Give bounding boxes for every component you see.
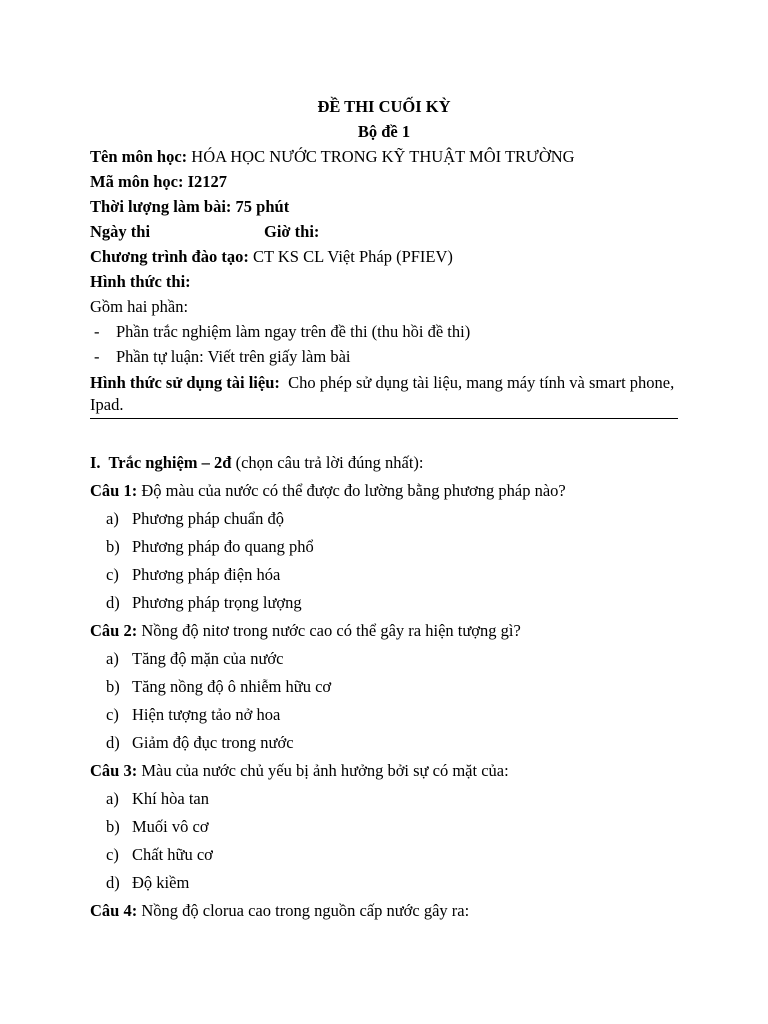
option-text: Khí hòa tan — [132, 789, 209, 808]
code-value: I2127 — [187, 172, 228, 191]
section-heading — [90, 449, 678, 477]
option-text: Độ kiềm — [132, 873, 190, 892]
format-intro: Gồm hai phần: — [90, 297, 189, 316]
program-value: CT KS CL Việt Pháp (PFIEV) — [252, 247, 453, 266]
option-letter: b) — [106, 817, 120, 836]
code-row — [90, 169, 678, 194]
question-4 — [90, 897, 678, 925]
option-text: Tăng nồng độ ô nhiễm hữu cơ — [132, 677, 332, 696]
exam-title: ĐỀ THI CUỐI KỲ — [317, 97, 451, 116]
answer-option — [90, 701, 678, 729]
code-label: Mã môn học: — [90, 172, 184, 191]
question-text: Độ màu của nước có thể được đo lường bằng phương pháp nào? — [137, 481, 566, 500]
exam-set: Bộ đề 1 — [357, 122, 411, 141]
answer-option — [90, 505, 678, 533]
time-label: Giờ thi: — [264, 222, 320, 241]
option-letter: b) — [106, 677, 120, 696]
question-text: Nồng độ nitơ trong nước cao có thể gây ra hiện tượng gì? — [137, 621, 521, 640]
date-label: Ngày thi — [90, 222, 151, 241]
answer-option — [90, 673, 678, 701]
program-label: Chương trình đào tạo: — [90, 247, 249, 266]
answer-option — [90, 785, 678, 813]
format-part-item — [90, 319, 678, 344]
subject-label: Tên môn học: — [90, 147, 188, 166]
option-letter: a) — [106, 649, 119, 668]
answer-option — [90, 869, 678, 897]
duration-value: 75 phút — [235, 197, 290, 216]
subject-value: HÓA HỌC NƯỚC TRONG KỸ THUẬT MÔI TRƯỜNG — [191, 147, 575, 166]
question-label: Câu 4: — [90, 901, 138, 920]
option-text: Chất hữu cơ — [132, 845, 213, 864]
materials-label: Hình thức sử dụng tài liệu: — [90, 373, 280, 392]
materials-value: Cho phép sử dụng tài liệu, mang máy tính và smart phone, Ipad. — [90, 373, 675, 414]
section-heading-note: (chọn câu trả lời đúng nhất): — [231, 453, 424, 472]
answer-option — [90, 813, 678, 841]
option-text: Muối vô cơ — [132, 817, 209, 836]
exam-page — [90, 94, 678, 925]
duration-label: Thời lượng làm bài: — [90, 197, 232, 216]
header-divider — [90, 418, 678, 419]
question-3 — [90, 757, 678, 785]
question-text: Màu của nước chủ yếu bị ảnh hưởng bởi sự có mặt của: — [137, 761, 509, 780]
option-letter: c) — [106, 845, 119, 864]
date-time-row — [90, 219, 678, 244]
option-text: Phương pháp điện hóa — [132, 565, 281, 584]
option-text: Hiện tượng tảo nở hoa — [132, 705, 281, 724]
answer-option — [90, 561, 678, 589]
format-part-item — [90, 344, 678, 369]
format-label: Hình thức thi: — [90, 272, 191, 291]
dash-bullet: - — [94, 322, 100, 341]
option-text: Giảm độ đục trong nước — [132, 733, 294, 752]
materials-row — [90, 372, 678, 416]
question-label: Câu 2: — [90, 621, 138, 640]
option-text: Phương pháp trọng lượng — [132, 593, 302, 612]
subject-row — [90, 144, 678, 169]
question-text: Nồng độ clorua cao trong nguồn cấp nước gây ra: — [137, 901, 470, 920]
dash-bullet: - — [94, 347, 100, 366]
option-letter: d) — [106, 873, 120, 892]
program-row — [90, 244, 678, 269]
answer-option — [90, 645, 678, 673]
format-part-text: Phần trắc nghiệm làm ngay trên đề thi (thu hồi đề thi) — [116, 322, 471, 341]
option-letter: c) — [106, 565, 119, 584]
answer-option — [90, 841, 678, 869]
option-text: Tăng độ mặn của nước — [132, 649, 284, 668]
duration-row — [90, 194, 678, 219]
question-1 — [90, 477, 678, 505]
answer-option — [90, 589, 678, 617]
option-letter: a) — [106, 509, 119, 528]
question-label: Câu 3: — [90, 761, 138, 780]
option-letter: d) — [106, 593, 120, 612]
answer-option — [90, 533, 678, 561]
question-2 — [90, 617, 678, 645]
option-letter: c) — [106, 705, 119, 724]
option-letter: a) — [106, 789, 119, 808]
question-label: Câu 1: — [90, 481, 138, 500]
format-part-text: Phần tự luận: Viết trên giấy làm bài — [116, 347, 351, 366]
option-text: Phương pháp đo quang phổ — [132, 537, 314, 556]
option-letter: d) — [106, 733, 120, 752]
section-heading-bold: I. Trắc nghiệm – 2đ — [90, 453, 232, 472]
option-letter: b) — [106, 537, 120, 556]
answer-option — [90, 729, 678, 757]
option-text: Phương pháp chuẩn độ — [132, 509, 284, 528]
